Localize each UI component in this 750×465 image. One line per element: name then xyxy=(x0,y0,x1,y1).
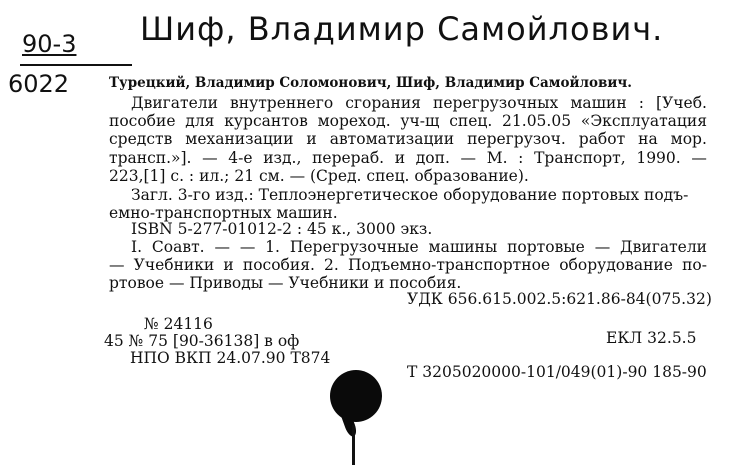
description-line xyxy=(109,94,707,112)
t-code: Т 3205020000-101/049(01)-90 185-90 xyxy=(407,363,707,381)
word: Транспорт, xyxy=(534,148,626,167)
word: 21.05.05 xyxy=(502,112,572,131)
word: 4-е xyxy=(228,148,253,167)
word: М. xyxy=(486,148,508,167)
title-note xyxy=(109,186,707,222)
isbn: ISBN 5-277-01012-2 : 45 к., 3000 экз. xyxy=(131,220,433,238)
description-line xyxy=(109,112,707,130)
word: [Учеб. xyxy=(656,94,707,112)
word: — xyxy=(239,238,256,256)
word: машин xyxy=(570,94,627,112)
word: механизации xyxy=(185,130,294,149)
word: средств xyxy=(109,130,173,149)
word: и xyxy=(394,148,406,167)
word: доп. xyxy=(415,148,450,167)
handwritten-shelf-code: 90-3 xyxy=(22,30,77,58)
word: автоматизации xyxy=(329,130,455,149)
word: уч-щ xyxy=(400,112,440,131)
card-heading: Турецкий, Владимир Соломонович, Шиф, Владимир Самойлович. xyxy=(109,75,632,91)
handwritten-call-number: 6022 xyxy=(8,70,70,98)
word: Перегрузочные xyxy=(289,238,419,256)
word: 1990. xyxy=(636,148,681,167)
word: 1. xyxy=(265,238,280,256)
subject-line: ртовое — Приводы — Учебники и пособия. xyxy=(109,274,462,293)
word: — xyxy=(214,238,230,256)
word: сгорания xyxy=(345,94,421,112)
word: Подъемно-транспортное xyxy=(347,256,551,275)
isbn-line xyxy=(109,220,707,238)
ink-blot xyxy=(330,370,382,422)
word: внутреннего xyxy=(230,94,334,112)
word: спец. xyxy=(449,112,493,131)
word: — xyxy=(691,148,707,167)
word: на xyxy=(638,130,658,149)
description-line xyxy=(109,149,707,167)
word: для xyxy=(185,112,215,131)
word: перегрузочных xyxy=(433,94,559,112)
handwritten-divider xyxy=(20,64,132,66)
word: портовые xyxy=(507,238,585,256)
word: Двигатели xyxy=(620,238,707,256)
word: перегрузоч. xyxy=(467,130,566,149)
word: — xyxy=(594,238,611,256)
word: оборудование xyxy=(559,256,673,275)
ekl-code: ЕКЛ 32.5.5 xyxy=(606,329,697,347)
word: и xyxy=(223,256,234,275)
word: перераб. xyxy=(312,148,385,167)
word: машины xyxy=(428,238,498,256)
word: пособие xyxy=(109,112,176,131)
handwritten-author-name: Шиф, Владимир Самойлович. xyxy=(140,10,664,48)
word: : xyxy=(638,94,644,112)
word: I. xyxy=(131,238,143,256)
note-line: Загл. 3-го изд.: Теплоэнергетическое оборудование портовых подъ- xyxy=(131,186,689,204)
word: трансп.»]. xyxy=(109,148,192,167)
word: Учебники xyxy=(133,256,215,275)
word: работ xyxy=(578,130,626,149)
word: мореход. xyxy=(317,112,391,131)
subject-line xyxy=(109,256,707,274)
card-hole-mark xyxy=(352,425,355,465)
word: Двигатели xyxy=(131,94,218,112)
description-line: 223,[1] с. : ил.; 21 см. — (Сред. спец. образование). xyxy=(109,166,529,185)
order-number: 45 № 75 [90-36138] в оф xyxy=(104,332,300,350)
card-number: № 24116 xyxy=(144,315,213,333)
word: по- xyxy=(682,256,707,275)
bibliographic-description xyxy=(109,94,707,185)
udc-index: УДК 656.615.002.5:621.86-84(075.32) xyxy=(407,290,712,308)
word: — xyxy=(460,148,477,167)
word: курсантов xyxy=(224,112,308,131)
note-line: емно-транспортных машин. xyxy=(109,204,338,223)
subject-line xyxy=(109,238,707,256)
npo-code: НПО ВКП 24.07.90 Т874 xyxy=(130,349,331,367)
word: изд., xyxy=(263,148,302,167)
word: Соавт. xyxy=(151,238,205,256)
word: — xyxy=(109,256,125,275)
word: 2. xyxy=(324,256,339,275)
description-line xyxy=(109,130,707,148)
word: : xyxy=(518,148,524,167)
word: пособия. xyxy=(242,256,315,275)
word: — xyxy=(202,148,218,167)
word: мор. xyxy=(670,130,707,149)
order-codes xyxy=(104,316,330,367)
subject-headings xyxy=(109,238,707,293)
word: «Эксплуатация xyxy=(580,112,707,131)
word: и xyxy=(306,130,317,149)
